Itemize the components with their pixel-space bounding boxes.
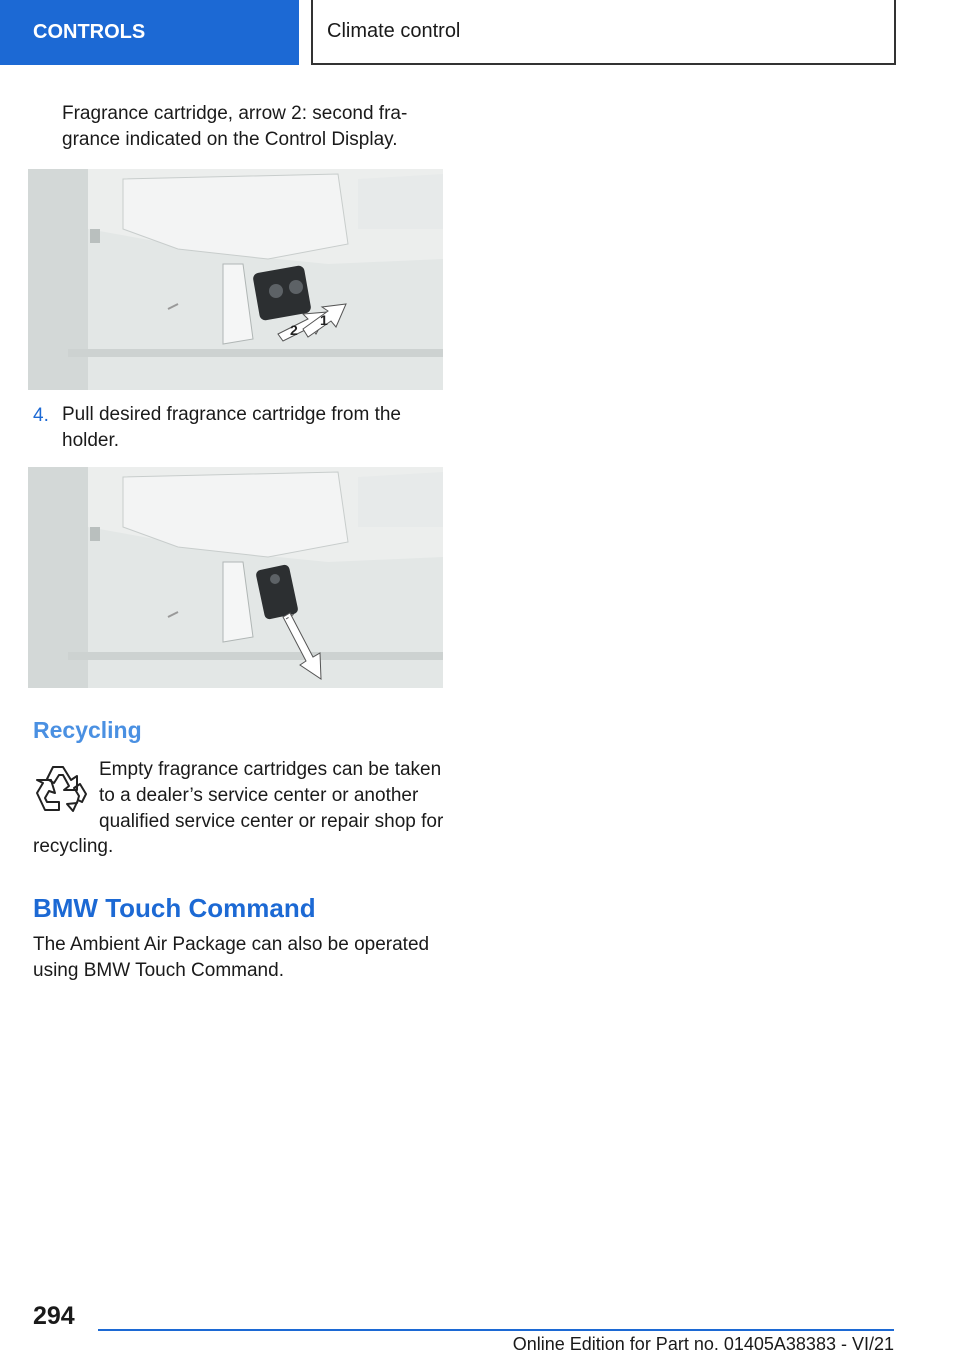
figure-cartridge-holder (28, 169, 443, 390)
recycling-line-2: to a dealer’s service center or another (99, 785, 419, 806)
recycling-line-3: qualified service center or repair shop for (99, 811, 444, 832)
recycling-line-1: Empty fragrance cartridges can be taken (99, 759, 442, 780)
recycling-text-indented (99, 757, 443, 835)
chapter-header (311, 0, 896, 65)
touch-command-heading: BMW Touch Command (33, 893, 316, 923)
figure-pull-cartridge (28, 467, 443, 688)
touch-command-line-2: using BMW Touch Command. (33, 960, 284, 981)
recycling-text-last (33, 834, 113, 860)
footer-divider (98, 1329, 894, 1331)
step-4-text (62, 402, 401, 454)
chapter-title: Climate control (327, 20, 461, 42)
step-number: 4. (33, 405, 49, 426)
page-number: 294 (33, 1302, 75, 1330)
arrow-label-2: 2 (290, 322, 298, 338)
step-4-line-2: holder. (62, 430, 120, 451)
arrow-label-1: 1 (320, 312, 328, 328)
touch-command-line-1: The Ambient Air Package can also be operated (33, 934, 430, 955)
section-title: CONTROLS (33, 21, 146, 43)
recycling-heading: Recycling (33, 717, 142, 743)
intro-paragraph (62, 101, 407, 153)
recycling-line-4: recycling. (33, 836, 114, 857)
intro-line-2: grance indicated on the Control Display. (62, 129, 398, 150)
footer-edition: Online Edition for Part no. 01405A38383 - VI/21 (512, 1334, 894, 1354)
step-4-line-1: Pull desired fragrance cartridge from the (62, 404, 401, 425)
intro-line-1: Fragrance cartridge, arrow 2: second fra- (62, 103, 408, 124)
touch-command-text (33, 932, 429, 984)
section-tab (0, 0, 299, 65)
